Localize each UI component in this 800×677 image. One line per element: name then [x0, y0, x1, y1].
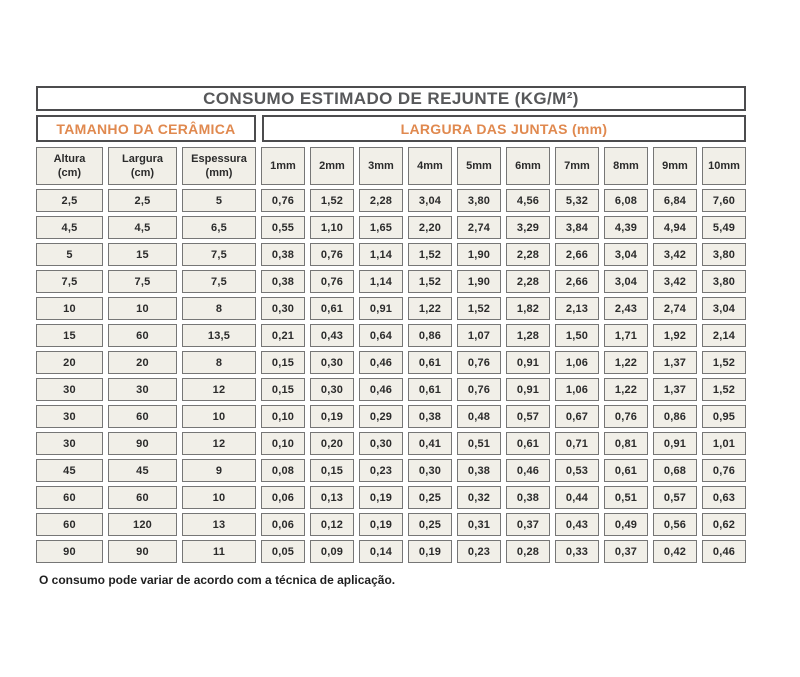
cell-largura: 90	[108, 432, 177, 455]
cell-value: 0,76	[310, 243, 354, 266]
cell-value: 1,14	[359, 270, 403, 293]
cell-value: 1,06	[555, 351, 599, 374]
column-unit: (cm)	[57, 167, 82, 179]
cell-value: 0,76	[261, 189, 305, 212]
cell-value: 0,30	[359, 432, 403, 455]
cell-value: 0,41	[408, 432, 452, 455]
cell-largura: 10	[108, 297, 177, 320]
cell-value: 0,95	[702, 405, 746, 428]
cell-altura: 7,5	[36, 270, 103, 293]
cell-value: 0,20	[310, 432, 354, 455]
cell-value: 1,82	[506, 297, 550, 320]
cell-value: 1,50	[555, 324, 599, 347]
cell-value: 0,71	[555, 432, 599, 455]
cell-value: 1,52	[310, 189, 354, 212]
cell-value: 1,22	[604, 378, 648, 401]
cell-value: 2,20	[408, 216, 452, 239]
cell-value: 0,61	[408, 351, 452, 374]
cell-value: 0,46	[359, 378, 403, 401]
cell-value: 0,19	[310, 405, 354, 428]
cell-value: 0,38	[261, 270, 305, 293]
cell-value: 1,52	[702, 351, 746, 374]
footnote: O consumo pode variar de acordo com a técnica de aplicação.	[39, 573, 396, 587]
cell-value: 2,28	[359, 189, 403, 212]
cell-value: 3,04	[604, 243, 648, 266]
header-cell-joint-6mm: 6mm	[506, 147, 550, 185]
cell-value: 1,22	[408, 297, 452, 320]
cell-value: 0,62	[702, 513, 746, 536]
cell-value: 1,37	[653, 378, 697, 401]
cell-espessura: 11	[182, 540, 256, 563]
cell-value: 2,28	[506, 270, 550, 293]
cell-value: 0,49	[604, 513, 648, 536]
cell-value: 0,12	[310, 513, 354, 536]
cell-value: 0,44	[555, 486, 599, 509]
cell-value: 0,61	[604, 459, 648, 482]
cell-value: 0,63	[702, 486, 746, 509]
cell-altura: 45	[36, 459, 103, 482]
cell-value: 1,10	[310, 216, 354, 239]
cell-value: 2,74	[457, 216, 501, 239]
cell-value: 3,04	[408, 189, 452, 212]
cell-value: 4,94	[653, 216, 697, 239]
cell-espessura: 7,5	[182, 243, 256, 266]
cell-value: 0,15	[310, 459, 354, 482]
cell-value: 0,53	[555, 459, 599, 482]
cell-value: 0,21	[261, 324, 305, 347]
cell-value: 0,38	[506, 486, 550, 509]
cell-altura: 5	[36, 243, 103, 266]
cell-value: 0,61	[310, 297, 354, 320]
cell-value: 0,33	[555, 540, 599, 563]
cell-value: 2,74	[653, 297, 697, 320]
cell-largura: 60	[108, 324, 177, 347]
cell-value: 0,46	[506, 459, 550, 482]
column-label: Altura	[53, 153, 86, 165]
header-cell-joint-9mm: 9mm	[653, 147, 697, 185]
cell-value: 2,66	[555, 270, 599, 293]
header-cell-joint-7mm: 7mm	[555, 147, 599, 185]
cell-value: 6,08	[604, 189, 648, 212]
cell-value: 0,76	[310, 270, 354, 293]
cell-value: 0,23	[457, 540, 501, 563]
cell-espessura: 8	[182, 351, 256, 374]
cell-espessura: 5	[182, 189, 256, 212]
cell-value: 1,92	[653, 324, 697, 347]
cell-value: 0,56	[653, 513, 697, 536]
cell-value: 1,90	[457, 270, 501, 293]
cell-value: 1,52	[408, 243, 452, 266]
cell-value: 0,61	[506, 432, 550, 455]
cell-value: 2,66	[555, 243, 599, 266]
cell-altura: 30	[36, 378, 103, 401]
cell-value: 3,42	[653, 243, 697, 266]
cell-value: 0,86	[408, 324, 452, 347]
cell-value: 2,13	[555, 297, 599, 320]
cell-value: 0,19	[408, 540, 452, 563]
header-cell-joint-5mm: 5mm	[457, 147, 501, 185]
cell-largura: 60	[108, 405, 177, 428]
cell-value: 2,14	[702, 324, 746, 347]
column-label: Espessura	[191, 153, 247, 165]
section-header-ceramic-size: TAMANHO DA CERÂMICA	[36, 115, 256, 142]
cell-espessura: 9	[182, 459, 256, 482]
cell-value: 0,28	[506, 540, 550, 563]
cell-espessura: 7,5	[182, 270, 256, 293]
cell-value: 1,52	[408, 270, 452, 293]
cell-altura: 30	[36, 432, 103, 455]
cell-value: 4,56	[506, 189, 550, 212]
cell-value: 0,09	[310, 540, 354, 563]
header-cell-largura	[108, 147, 177, 185]
cell-value: 0,46	[359, 351, 403, 374]
cell-altura: 60	[36, 513, 103, 536]
cell-value: 0,76	[604, 405, 648, 428]
cell-value: 0,37	[604, 540, 648, 563]
cell-value: 0,86	[653, 405, 697, 428]
cell-value: 3,42	[653, 270, 697, 293]
cell-value: 2,43	[604, 297, 648, 320]
cell-value: 0,06	[261, 513, 305, 536]
cell-value: 0,05	[261, 540, 305, 563]
cell-value: 0,57	[506, 405, 550, 428]
cell-value: 0,51	[604, 486, 648, 509]
cell-espessura: 13	[182, 513, 256, 536]
cell-value: 0,32	[457, 486, 501, 509]
cell-largura: 120	[108, 513, 177, 536]
cell-value: 0,76	[457, 351, 501, 374]
cell-value: 0,91	[653, 432, 697, 455]
cell-value: 3,04	[702, 297, 746, 320]
cell-altura: 2,5	[36, 189, 103, 212]
cell-value: 0,30	[408, 459, 452, 482]
cell-value: 0,30	[261, 297, 305, 320]
cell-value: 0,38	[408, 405, 452, 428]
cell-espessura: 6,5	[182, 216, 256, 239]
cell-value: 0,15	[261, 378, 305, 401]
cell-value: 0,64	[359, 324, 403, 347]
cell-value: 1,01	[702, 432, 746, 455]
cell-value: 1,22	[604, 351, 648, 374]
cell-value: 0,91	[359, 297, 403, 320]
cell-value: 0,29	[359, 405, 403, 428]
cell-altura: 90	[36, 540, 103, 563]
cell-value: 1,52	[457, 297, 501, 320]
cell-largura: 90	[108, 540, 177, 563]
header-cell-joint-2mm: 2mm	[310, 147, 354, 185]
cell-value: 0,38	[261, 243, 305, 266]
header-cell-joint-10mm: 10mm	[702, 147, 746, 185]
cell-value: 0,55	[261, 216, 305, 239]
cell-altura: 4,5	[36, 216, 103, 239]
cell-altura: 30	[36, 405, 103, 428]
cell-value: 0,91	[506, 378, 550, 401]
cell-value: 0,48	[457, 405, 501, 428]
cell-espessura: 13,5	[182, 324, 256, 347]
cell-value: 0,37	[506, 513, 550, 536]
cell-value: 0,61	[408, 378, 452, 401]
cell-value: 2,28	[506, 243, 550, 266]
cell-altura: 10	[36, 297, 103, 320]
cell-value: 1,06	[555, 378, 599, 401]
cell-largura: 7,5	[108, 270, 177, 293]
cell-largura: 15	[108, 243, 177, 266]
header-cell-joint-3mm: 3mm	[359, 147, 403, 185]
cell-value: 0,10	[261, 432, 305, 455]
cell-value: 0,81	[604, 432, 648, 455]
cell-espessura: 12	[182, 432, 256, 455]
cell-value: 3,80	[457, 189, 501, 212]
cell-espessura: 10	[182, 486, 256, 509]
cell-value: 0,14	[359, 540, 403, 563]
cell-value: 0,91	[506, 351, 550, 374]
cell-value: 0,76	[457, 378, 501, 401]
column-unit: (mm)	[205, 167, 233, 179]
cell-value: 0,23	[359, 459, 403, 482]
cell-value: 0,76	[702, 459, 746, 482]
cell-value: 0,68	[653, 459, 697, 482]
grout-consumption-table	[36, 86, 746, 587]
section-header-joint-width: LARGURA DAS JUNTAS (mm)	[262, 115, 746, 142]
cell-altura: 60	[36, 486, 103, 509]
header-cell-joint-4mm: 4mm	[408, 147, 452, 185]
cell-value: 0,38	[457, 459, 501, 482]
cell-largura: 30	[108, 378, 177, 401]
cell-value: 0,10	[261, 405, 305, 428]
cell-value: 1,52	[702, 378, 746, 401]
column-unit: (cm)	[130, 167, 155, 179]
header-cell-espessura	[182, 147, 256, 185]
cell-value: 1,14	[359, 243, 403, 266]
cell-value: 0,67	[555, 405, 599, 428]
cell-value: 1,07	[457, 324, 501, 347]
cell-value: 7,60	[702, 189, 746, 212]
column-label: Largura	[122, 153, 163, 165]
cell-value: 0,31	[457, 513, 501, 536]
cell-value: 3,80	[702, 270, 746, 293]
cell-value: 1,28	[506, 324, 550, 347]
cell-value: 1,65	[359, 216, 403, 239]
cell-value: 0,19	[359, 513, 403, 536]
cell-value: 3,29	[506, 216, 550, 239]
cell-value: 4,39	[604, 216, 648, 239]
cell-value: 0,43	[310, 324, 354, 347]
cell-value: 5,32	[555, 189, 599, 212]
header-cell-joint-1mm: 1mm	[261, 147, 305, 185]
cell-value: 0,30	[310, 351, 354, 374]
cell-value: 0,57	[653, 486, 697, 509]
cell-espessura: 12	[182, 378, 256, 401]
cell-value: 3,04	[604, 270, 648, 293]
cell-largura: 60	[108, 486, 177, 509]
cell-value: 0,15	[261, 351, 305, 374]
cell-altura: 20	[36, 351, 103, 374]
header-cell-joint-8mm: 8mm	[604, 147, 648, 185]
cell-espessura: 10	[182, 405, 256, 428]
section-header-row	[36, 115, 746, 142]
page-title: CONSUMO ESTIMADO DE REJUNTE (KG/M²)	[36, 86, 746, 111]
cell-value: 1,37	[653, 351, 697, 374]
cell-value: 0,13	[310, 486, 354, 509]
cell-value: 0,43	[555, 513, 599, 536]
cell-value: 0,42	[653, 540, 697, 563]
cell-altura: 15	[36, 324, 103, 347]
cell-value: 1,71	[604, 324, 648, 347]
cell-value: 0,30	[310, 378, 354, 401]
cell-value: 0,51	[457, 432, 501, 455]
cell-value: 0,19	[359, 486, 403, 509]
consumption-grid	[36, 147, 746, 563]
cell-value: 0,08	[261, 459, 305, 482]
cell-value: 6,84	[653, 189, 697, 212]
cell-largura: 45	[108, 459, 177, 482]
cell-largura: 20	[108, 351, 177, 374]
cell-largura: 4,5	[108, 216, 177, 239]
cell-value: 3,84	[555, 216, 599, 239]
cell-value: 0,06	[261, 486, 305, 509]
cell-value: 0,25	[408, 513, 452, 536]
cell-value: 5,49	[702, 216, 746, 239]
cell-value: 0,46	[702, 540, 746, 563]
cell-value: 1,90	[457, 243, 501, 266]
cell-largura: 2,5	[108, 189, 177, 212]
cell-value: 3,80	[702, 243, 746, 266]
cell-espessura: 8	[182, 297, 256, 320]
cell-value: 0,25	[408, 486, 452, 509]
header-cell-altura	[36, 147, 103, 185]
